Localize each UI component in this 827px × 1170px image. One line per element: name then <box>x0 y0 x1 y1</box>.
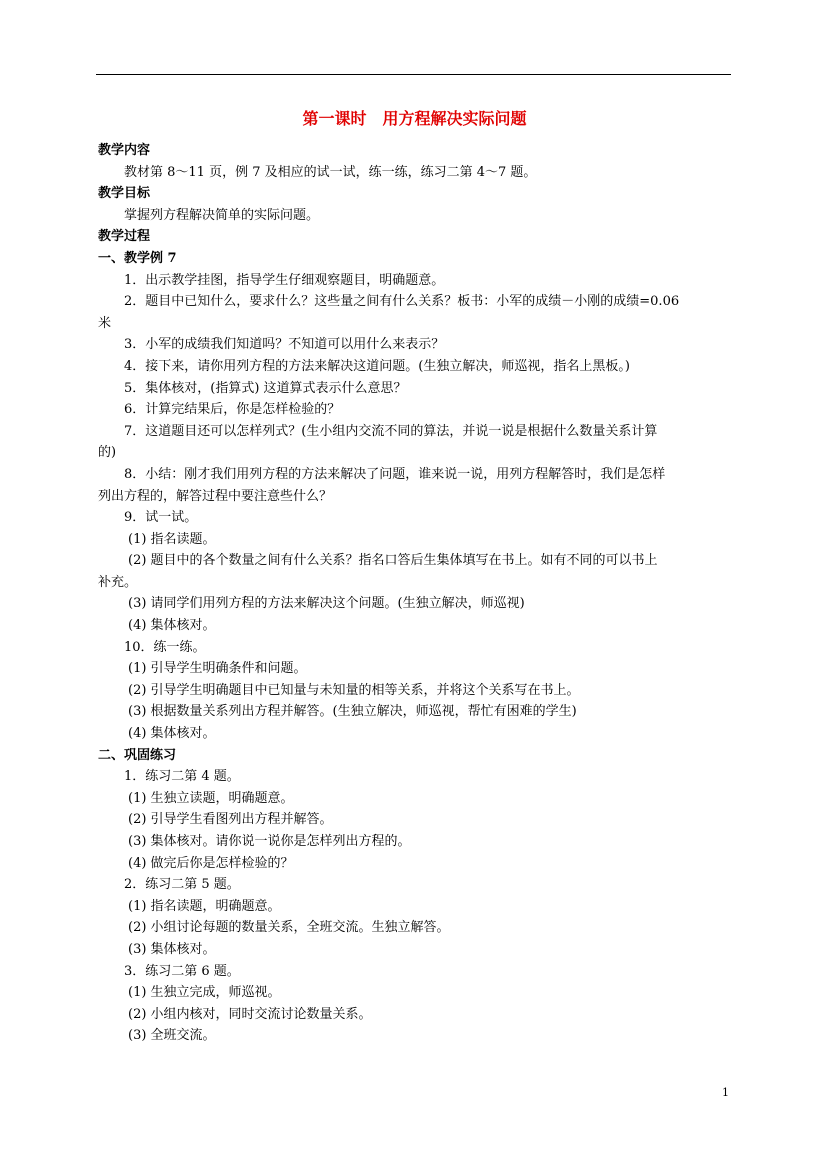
text-line: 米 <box>98 315 112 331</box>
text-line: 9．试一试。 <box>124 510 198 526</box>
text-line: (2) 引导学生看图列出方程并解答。 <box>128 812 333 828</box>
text-line: (3) 集体核对。请你说一说你是怎样列出方程的。 <box>128 834 411 849</box>
text-line: 2．题目中已知什么，要求什么？这些量之间有什么关系？板书：小军的成绩－小刚的成绩=0.06 <box>124 294 680 310</box>
section-heading: 教学过程 <box>98 229 151 245</box>
text-line: (1) 指名读题，明确题意。 <box>128 898 281 914</box>
text-line: (2) 引导学生明确题目中已知量与未知量的相等关系，并将这个关系写在书上。 <box>128 682 580 698</box>
text-line: 列出方程的，解答过程中要注意些什么？ <box>98 488 333 504</box>
section-heading: 教学目标 <box>98 186 151 202</box>
text-line: 10．练一练。 <box>124 639 206 655</box>
text-line: (3) 集体核对。 <box>128 941 216 957</box>
text-line: 8．小结：刚才我们用列方程的方法来解决了问题，谁来说一说，用列方程解答时，我们是怎样 <box>124 466 666 482</box>
text-line: (1) 引导学生明确条件和问题。 <box>128 661 307 677</box>
text-line: 4．接下来，请你用列方程的方法来解决这道问题。(生独立解决，师巡视，指名上黑板。) <box>124 358 630 374</box>
text-line: (3) 全班交流。 <box>128 1028 216 1044</box>
text-line: 5．集体核对，(指算式) 这道算式表示什么意思？ <box>124 380 407 396</box>
text-line: (3) 请同学们用列方程的方法来解决这个问题。(生独立解决，师巡视) <box>128 596 525 612</box>
text-line: (2) 题目中的各个数量之间有什么关系？指名口答后生集体填写在书上。如有不同的可以书上 <box>128 553 658 569</box>
text-line: 1．练习二第 4 题。 <box>124 769 240 785</box>
text-line: (1) 指名读题。 <box>128 531 216 547</box>
section-heading: 教学内容 <box>98 143 151 158</box>
text-line: 1．出示教学挂图，指导学生仔细观察题目，明确题意。 <box>124 272 445 288</box>
text-line: (3) 根据数量关系列出方程并解答。(生独立解决，师巡视，帮忙有困难的学生) <box>128 704 577 720</box>
section-heading: 二、巩固练习 <box>98 747 177 763</box>
text-line: 7．这道题目还可以怎样列式？(生小组内交流不同的算法，并说一说是根据什么数量关系计算 <box>124 423 658 439</box>
text-line: 教材第 8～11 页，例 7 及相应的试一试，练一练，练习二第 4～7 题。 <box>124 164 537 180</box>
text-line: 补充。 <box>98 574 138 590</box>
document-body <box>98 108 731 1047</box>
text-line: 3．练习二第 6 题。 <box>124 963 240 979</box>
text-line: 的) <box>98 445 117 461</box>
section-heading: 一、教学例 7 <box>98 250 177 266</box>
text-line: (4) 集体核对。 <box>128 726 216 742</box>
text-line: (1) 生独立完成，师巡视。 <box>128 985 281 1001</box>
text-line: (2) 小组内核对，同时交流讨论数量关系。 <box>128 1006 372 1022</box>
document-title: 第一课时 用方程解决实际问题 <box>302 109 527 128</box>
text-line: 6．计算完结果后，你是怎样检验的？ <box>124 402 341 418</box>
header-rule <box>96 74 731 75</box>
page-number: 1 <box>722 1086 729 1099</box>
document-lines <box>98 140 731 1047</box>
text-line: (4) 做完后你是怎样检验的？ <box>128 855 294 871</box>
text-line: (2) 小组讨论每题的数量关系，全班交流。生独立解答。 <box>128 920 450 936</box>
text-line: (4) 集体核对。 <box>128 618 216 634</box>
text-line: 掌握列方程解决简单的实际问题。 <box>124 207 320 223</box>
text-line: (1) 生独立读题，明确题意。 <box>128 790 294 806</box>
text-line: 3．小军的成绩我们知道吗？不知道可以用什么来表示？ <box>124 337 445 353</box>
text-line: 2．练习二第 5 题。 <box>124 877 240 893</box>
